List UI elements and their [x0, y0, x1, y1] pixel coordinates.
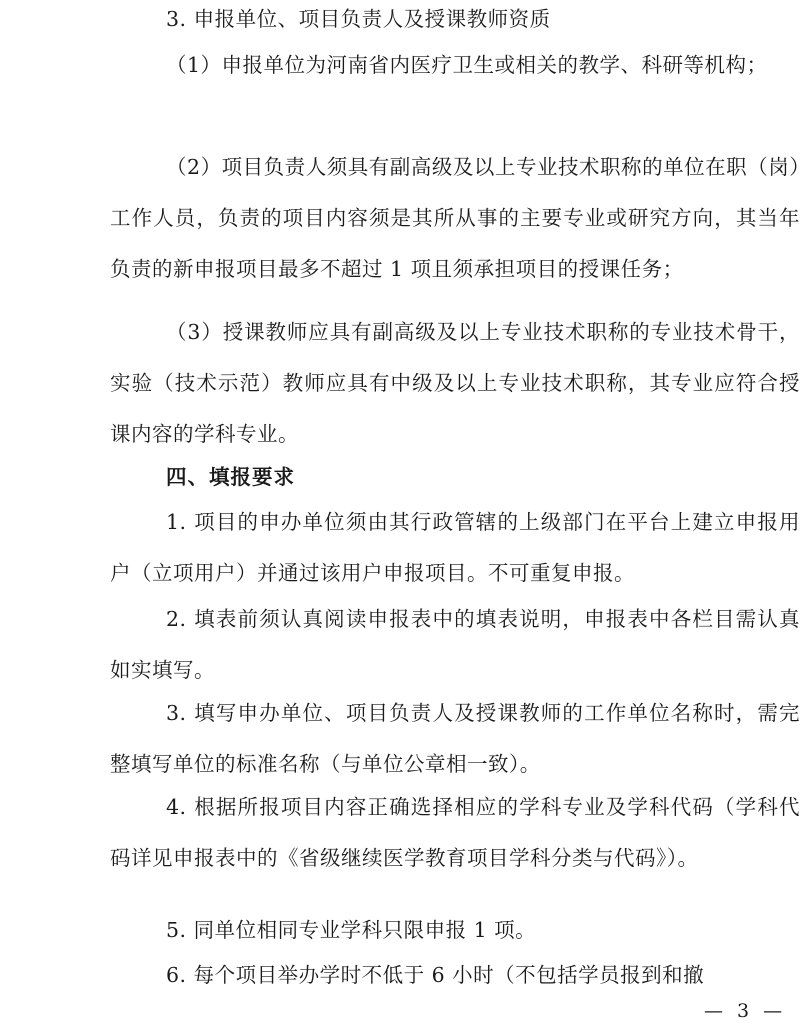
paragraph-requirement-4: 4. 根据所报项目内容正确选择相应的学科专业及学科代码（学科代码详见申报表中的《省级继续医学教育项目学科分类与代码》）。	[110, 795, 800, 870]
paragraph-item-1: （1）申报单位为河南省内医疗卫生或相关的教学、科研等机构；	[166, 53, 768, 77]
paragraph-requirement-6: 6. 每个项目举办学时不低于 6 小时（不包括学员报到和撤	[166, 963, 705, 987]
paragraph-item-3: （3）授课教师应具有副高级及以上专业技术职称的专业技术骨干，实验（技术示范）教师应具有中级及以上专业技术职称，其专业应符合授课内容的学科专业。	[110, 320, 800, 446]
paragraph-requirement-1: 1. 项目的申办单位须由其行政管辖的上级部门在平台上建立申报用户（立项用户）并通过该用户申报项目。不可重复申报。	[110, 510, 800, 585]
paragraph-requirement-2: 2. 填表前须认真阅读申报表中的填表说明，申报表中各栏目需认真如实填写。	[110, 607, 800, 682]
paragraph-requirement-3: 3. 填写申办单位、项目负责人及授课教师的工作单位名称时，需完整填写单位的标准名称（与单位公章相一致）。	[110, 701, 800, 776]
section-heading-filing-requirements: 四、填报要求	[166, 465, 295, 489]
page-number: — 3 —	[704, 1000, 787, 1022]
paragraph-qualifications-heading: 3. 申报单位、项目负责人及授课教师资质	[166, 7, 551, 31]
paragraph-requirement-5: 5. 同单位相同专业学科只限申报 1 项。	[166, 918, 537, 942]
paragraph-item-2: （2）项目负责人须具有副高级及以上专业技术职称的单位在职（岗）工作人员，负责的项目内容须是其所从事的主要专业或研究方向，其当年负责的新申报项目最多不超过 1 项且须承担项目的授课任务；	[110, 155, 800, 281]
